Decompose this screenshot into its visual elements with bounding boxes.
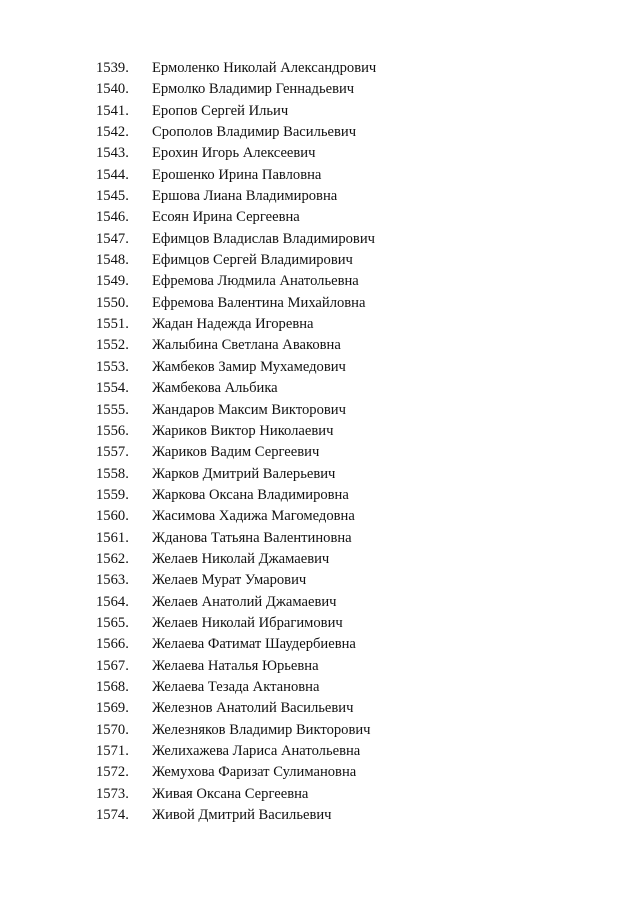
list-item-name: Желаев Николай Ибрагимович	[152, 614, 343, 631]
list-item	[96, 101, 376, 122]
list-item	[96, 58, 376, 79]
list-item-number: 1574.	[96, 807, 129, 824]
list-item	[96, 592, 376, 613]
list-item-name: Жемухова Фаризат Сулимановна	[152, 764, 357, 781]
list-item-number: 1543.	[96, 145, 129, 162]
list-item	[96, 634, 376, 655]
list-item-name: Ефимцов Сергей Владимирович	[152, 252, 353, 269]
list-item-name: Есоян Ирина Сергеевна	[152, 209, 300, 226]
list-item	[96, 143, 376, 164]
list-item-number: 1546.	[96, 209, 129, 226]
list-item-name: Желаева Фатимат Шаудербиевна	[152, 636, 356, 653]
list-item	[96, 506, 376, 527]
list-item	[96, 570, 376, 591]
list-item	[96, 784, 376, 805]
list-item-number: 1564.	[96, 593, 129, 610]
list-item-number: 1554.	[96, 380, 129, 397]
list-item-name: Жариков Вадим Сергеевич	[152, 444, 320, 461]
list-item-name: Ершова Лиана Владимировна	[152, 188, 338, 205]
list-item-number: 1560.	[96, 508, 129, 525]
list-item-name: Жасимова Хадижа Магомедовна	[152, 508, 355, 525]
list-item-name: Жалыбина Светлана Аваковна	[152, 337, 341, 354]
list-item-name: Ефимцов Владислав Владимирович	[152, 230, 375, 247]
list-item-name: Жариков Виктор Николаевич	[152, 422, 334, 439]
list-item	[96, 122, 376, 143]
list-item	[96, 549, 376, 570]
list-item	[96, 677, 376, 698]
list-item-number: 1551.	[96, 316, 129, 333]
list-item	[96, 357, 376, 378]
list-item-name: Ефремова Людмила Анатольевна	[152, 273, 359, 290]
list-item-number: 1561.	[96, 529, 129, 546]
list-item	[96, 293, 376, 314]
list-item	[96, 79, 376, 100]
list-item-name: Ефремова Валентина Михайловна	[152, 294, 366, 311]
list-item-name: Живой Дмитрий Васильевич	[152, 807, 332, 824]
list-item	[96, 207, 376, 228]
list-item-number: 1544.	[96, 166, 129, 183]
list-item-number: 1541.	[96, 102, 129, 119]
list-item-number: 1559.	[96, 486, 129, 503]
list-item-number: 1567.	[96, 657, 129, 674]
list-item-number: 1558.	[96, 465, 129, 482]
list-item-number: 1563.	[96, 572, 129, 589]
list-item	[96, 656, 376, 677]
list-item	[96, 421, 376, 442]
list-item-name: Жаркова Оксана Владимировна	[152, 486, 349, 503]
list-item	[96, 720, 376, 741]
list-item-name: Жамбеков Замир Мухамедович	[152, 358, 346, 375]
list-item-number: 1557.	[96, 444, 129, 461]
list-item-number: 1562.	[96, 550, 129, 567]
list-item-number: 1545.	[96, 188, 129, 205]
list-item-number: 1569.	[96, 700, 129, 717]
list-item	[96, 613, 376, 634]
list-item	[96, 485, 376, 506]
list-item-name: Желихажева Лариса Анатольевна	[152, 743, 361, 759]
list-item-number: 1566.	[96, 636, 129, 653]
list-item-number: 1549.	[96, 273, 129, 290]
list-item	[96, 165, 376, 186]
list-item	[96, 741, 376, 762]
list-item-number: 1553.	[96, 358, 129, 375]
list-item	[96, 528, 376, 549]
list-item-name: Желаев Анатолий Джамаевич	[152, 593, 337, 610]
list-item	[96, 442, 376, 463]
list-item	[96, 335, 376, 356]
list-item-number: 1570.	[96, 721, 129, 738]
list-item-number: 1550.	[96, 294, 129, 311]
list-item-name: Ермолко Владимир Геннадьевич	[152, 81, 355, 98]
list-item-name: Срополов Владимир Васильевич	[152, 124, 357, 141]
list-item	[96, 698, 376, 719]
list-item	[96, 229, 376, 250]
list-item-number: 1568.	[96, 678, 129, 695]
list-item-name: Жарков Дмитрий Валерьевич	[152, 465, 336, 482]
list-item	[96, 805, 376, 826]
list-item	[96, 186, 376, 207]
list-item	[96, 314, 376, 335]
list-item-name: Железняков Владимир Викторович	[152, 721, 371, 738]
list-item-name: Живая Оксана Сергеевна	[152, 785, 309, 802]
list-item-number: 1573.	[96, 785, 129, 802]
list-item	[96, 271, 376, 292]
list-item	[96, 400, 376, 421]
list-item-name: Желаев Николай Джамаевич	[152, 550, 330, 567]
list-item	[96, 762, 376, 783]
list-item-number: 1572.	[96, 764, 129, 781]
list-item-number: 1547.	[96, 230, 129, 247]
list-item	[96, 464, 376, 485]
list-item-number: 1548.	[96, 252, 129, 269]
list-item-number: 1552.	[96, 337, 129, 354]
list-item-name: Еропов Сергей Ильич	[152, 102, 289, 119]
list-item	[96, 250, 376, 271]
list-item-number: 1556.	[96, 422, 129, 439]
list-item-name: Жадан Надежда Игоревна	[152, 316, 314, 333]
list-item-name: Жамбекова Альбика	[152, 380, 278, 397]
list-item-name: Железнов Анатолий Васильевич	[152, 700, 354, 717]
list-item-name: Жандаров Максим Викторович	[152, 401, 346, 418]
list-item-name: Жданова Татьяна Валентиновна	[152, 529, 352, 546]
list-item-number: 1565.	[96, 614, 129, 631]
list-item-number: 1542.	[96, 124, 129, 141]
list-item	[96, 378, 376, 399]
list-item-name: Желаев Мурат Умарович	[152, 572, 307, 589]
list-item-number: 1571.	[96, 743, 129, 759]
list-item-name: Ерохин Игорь Алексеевич	[152, 145, 316, 162]
list-item-name: Ермоленко Николай Александрович	[152, 60, 377, 76]
list-item-number: 1539.	[96, 60, 129, 76]
numbered-name-list	[96, 58, 376, 826]
list-item-name: Желаева Наталья Юрьевна	[152, 657, 319, 674]
list-item-number: 1540.	[96, 81, 129, 98]
list-item-name: Желаева Тезада Актановна	[152, 678, 320, 695]
list-item-number: 1555.	[96, 401, 129, 418]
list-item-name: Ерошенко Ирина Павловна	[152, 166, 322, 183]
